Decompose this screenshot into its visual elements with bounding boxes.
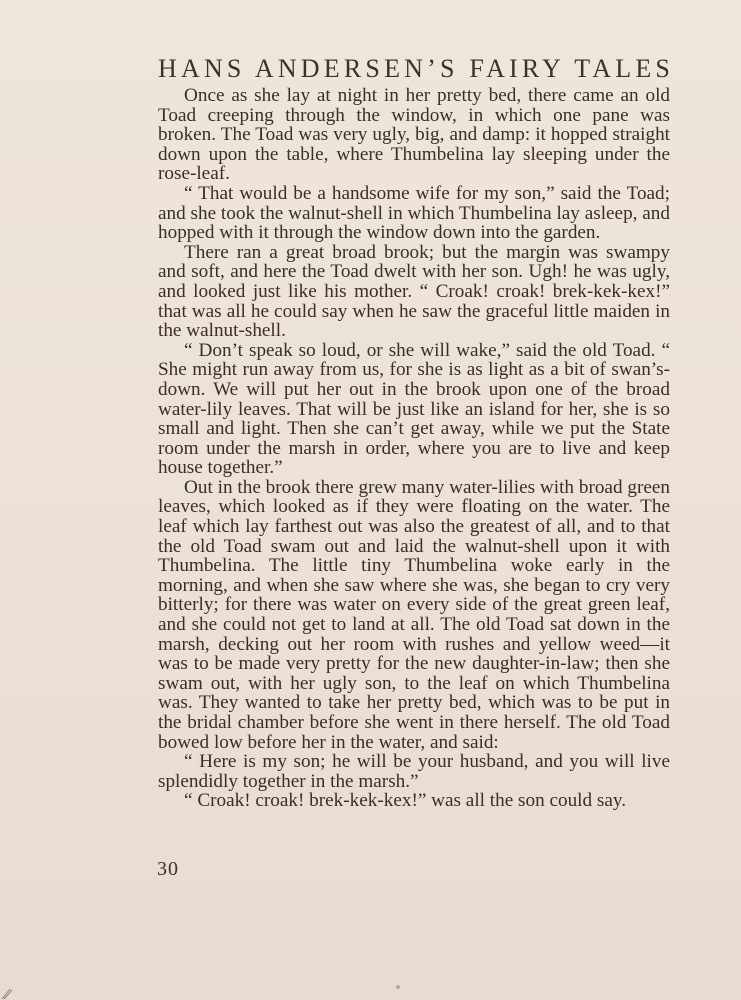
running-title: HANS ANDERSEN’S FAIRY TALES (158, 54, 675, 83)
paragraph: “ Croak! croak! brek-kek-kex!” was all the son could say. (184, 790, 627, 812)
paragraph: “ That would be a handsome wife for my son,” said the Toad; and she took the walnut-shell in which Thumbelina lay asleep, and hopped with it through the window down into the garden. (158, 182, 670, 244)
paragraph: Out in the brook there grew many water-lilies with broad green leaves, which looked as if they were floating on the water. The leaf which lay farthest out was also the greatest of all, and to that the old Toad swam out and laid the walnut-shell upon it with Thumbelina. The little tiny Thumbelina woke early in the morning, and when she saw where she was, she began to cry very bitterly; for there was water on every side of the great green leaf, and she could not get to land at all. The old Toad sat down in the marsh, decking out her room with rushes and yellow weed—it was to be made very pretty for the new daughter-in-law; then she swam out, with her ugly son, to the leaf on which Thumbelina was. They wanted to take her pretty bed, which was to be put in the bridal chamber before she went in there herself. The old Toad bowed low before her in the water, and said: (158, 476, 670, 753)
corner-pencil-mark (0, 975, 22, 1000)
body-text (158, 86, 670, 811)
paragraph: “ Don’t speak so loud, or she will wake,” said the old Toad. “ She might run away from us, for she is as light as a bit of swan’s-down. We will put her out in the brook upon one of the broad water-lily leaves. That will be just like an island for her, she is so small and light. Then she can’t get away, while we put the State room under the marsh in order, where you are to live and keep house together.” (158, 339, 670, 479)
paragraph: Once as she lay at night in her pretty bed, there came an old Toad creeping through the window, in which one pane was broken. The Toad was very ugly, big, and damp: it hopped straight down upon the table, where Thumbelina lay sleeping under the rose-leaf. (158, 85, 670, 185)
paper-speck (396, 985, 400, 989)
paragraph: “ Here is my son; he will be your husband, and you will live splendidly together in the marsh.” (158, 751, 670, 792)
paragraph: There ran a great broad brook; but the margin was swampy and soft, and here the Toad dwelt with her son. Ugh! he was ugly, and looked just like his mother. “ Croak! croak! brek-kek-kex!” that was all he could say when he saw the graceful little maiden in the walnut-shell. (158, 241, 670, 342)
page-number: 30 (157, 858, 179, 880)
